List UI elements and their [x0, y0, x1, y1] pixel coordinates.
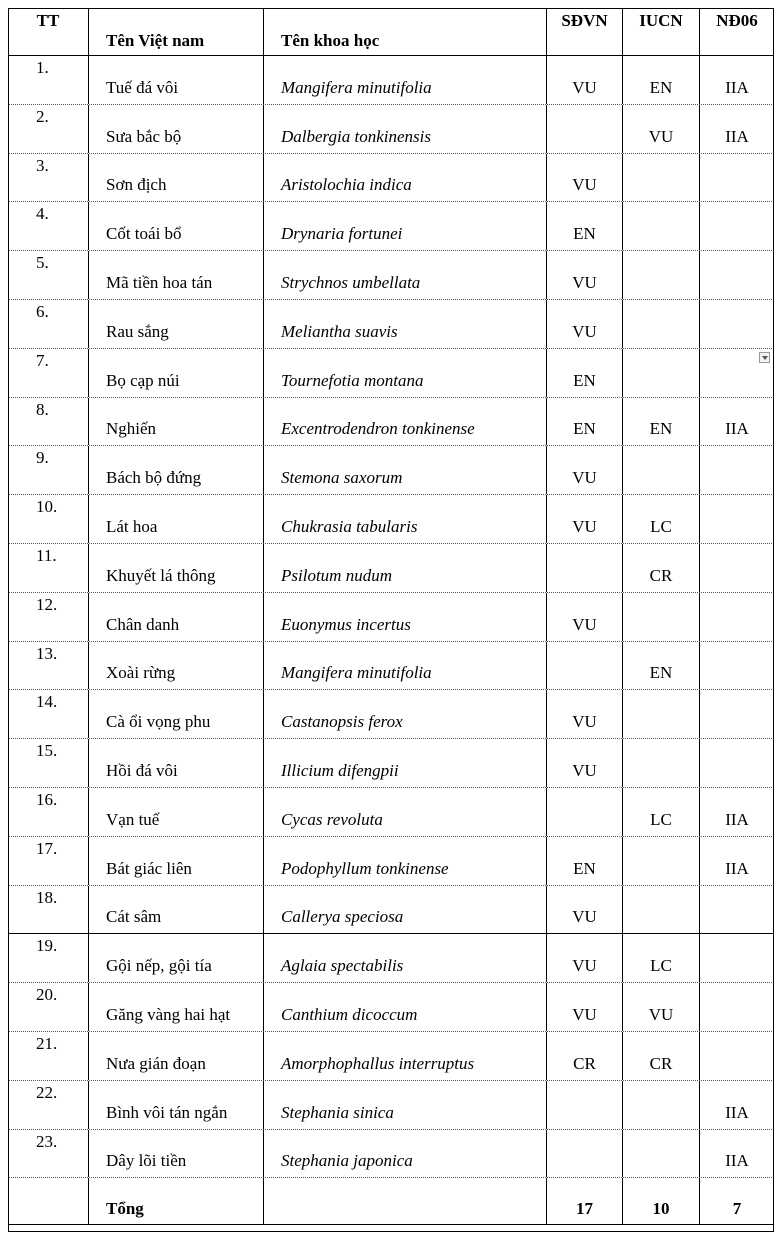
- iucn-status-cell: [623, 642, 700, 690]
- sdvn-status-cell: [547, 398, 623, 446]
- total-sci-cell: [264, 1178, 547, 1224]
- iucn-status-cell: [623, 105, 700, 153]
- scientific-name-cell: [264, 495, 547, 543]
- row-number: 21.: [36, 1033, 58, 1053]
- sdvn-status: VU: [572, 516, 597, 536]
- table-row: [8, 446, 774, 495]
- sdvn-status-cell: [547, 739, 623, 787]
- scientific-name: Illicium difengpii: [281, 760, 399, 780]
- scientific-name: Strychnos umbellata: [281, 272, 421, 292]
- total-sdvn-cell: [547, 1178, 623, 1224]
- scientific-name: Stephania sinica: [281, 1102, 394, 1122]
- table-header: [8, 8, 774, 56]
- nd06-status: IIA: [725, 809, 749, 829]
- scientific-name-cell: [264, 56, 547, 104]
- iucn-status-cell: [623, 349, 700, 397]
- row-number: 11.: [36, 545, 57, 565]
- table-row: [8, 56, 774, 105]
- vietnamese-name-cell: [89, 446, 264, 494]
- sdvn-status: VU: [572, 77, 597, 97]
- vietnamese-name-cell: [89, 398, 264, 446]
- iucn-status-cell: [623, 495, 700, 543]
- vietnamese-name: Cát sâm: [106, 907, 162, 927]
- vietnamese-name-cell: [89, 56, 264, 104]
- sdvn-status-cell: [547, 1130, 623, 1178]
- table-row: [8, 1130, 774, 1179]
- vietnamese-name-cell: [89, 1081, 264, 1129]
- dropdown-arrow-icon[interactable]: [759, 352, 770, 363]
- total-tt-cell: [8, 1178, 89, 1224]
- table-row: [8, 739, 774, 788]
- total-label-cell: [89, 1178, 264, 1224]
- nd06-status: IIA: [725, 419, 749, 439]
- sdvn-status-cell: [547, 690, 623, 738]
- nd06-status-cell: [700, 739, 774, 787]
- vietnamese-name-cell: [89, 739, 264, 787]
- iucn-status-cell: [623, 446, 700, 494]
- row-number-cell: [8, 398, 89, 446]
- header-scientific-name: [264, 8, 547, 55]
- sdvn-status: VU: [572, 907, 597, 927]
- vietnamese-name: Khuyết lá thông: [106, 565, 216, 585]
- nd06-status-cell: [700, 788, 774, 836]
- sdvn-status: VU: [572, 175, 597, 195]
- vietnamese-name: Lát hoa: [106, 516, 158, 536]
- row-number-cell: [8, 202, 89, 250]
- row-number-cell: [8, 300, 89, 348]
- scientific-name-cell: [264, 642, 547, 690]
- vietnamese-name-cell: [89, 837, 264, 885]
- nd06-status: IIA: [725, 126, 749, 146]
- iucn-status-cell: [623, 934, 700, 982]
- sdvn-status: EN: [573, 370, 596, 390]
- row-number-cell: [8, 56, 89, 104]
- iucn-status: VU: [648, 126, 674, 146]
- nd06-status-cell: [700, 983, 774, 1031]
- iucn-status-cell: [623, 1130, 700, 1178]
- sdvn-status: VU: [572, 712, 597, 732]
- vietnamese-name-cell: [89, 495, 264, 543]
- nd06-status-cell: [700, 446, 774, 494]
- scientific-name: Euonymus incertus: [281, 614, 411, 634]
- table-row: [8, 1032, 774, 1081]
- row-number: 2.: [36, 106, 49, 126]
- scientific-name: Excentrodendron tonkinense: [281, 419, 475, 439]
- nd06-status-cell: [700, 837, 774, 885]
- nd06-status-cell: [700, 300, 774, 348]
- scientific-name: Stephania japonica: [281, 1151, 413, 1171]
- row-number-cell: [8, 690, 89, 738]
- sdvn-status-cell: [547, 983, 623, 1031]
- row-number-cell: [8, 837, 89, 885]
- table-row: [8, 837, 774, 886]
- vietnamese-name: Găng vàng hai hạt: [106, 1004, 231, 1024]
- iucn-status: LC: [650, 809, 672, 829]
- iucn-status: CR: [649, 1053, 673, 1073]
- header-iucn: [623, 8, 700, 55]
- sdvn-status: EN: [573, 224, 596, 244]
- table-row: [8, 690, 774, 739]
- vietnamese-name: Vạn tuế: [106, 809, 160, 829]
- row-number-cell: [8, 886, 89, 934]
- row-number: 3.: [36, 155, 49, 175]
- row-number-cell: [8, 251, 89, 299]
- vietnamese-name: Chân danh: [106, 614, 180, 634]
- sdvn-status-cell: [547, 934, 623, 982]
- vietnamese-name-cell: [89, 154, 264, 202]
- vietnamese-name: Bình vôi tán ngắn: [106, 1102, 228, 1122]
- row-number-cell: [8, 446, 89, 494]
- iucn-status: LC: [650, 956, 672, 976]
- iucn-status: EN: [649, 663, 673, 683]
- header-vietnamese-name: [89, 8, 264, 55]
- row-number: 5.: [36, 253, 49, 273]
- scientific-name-cell: [264, 349, 547, 397]
- iucn-status: LC: [650, 516, 672, 536]
- iucn-status-cell: [623, 1081, 700, 1129]
- vietnamese-name-cell: [89, 349, 264, 397]
- vietnamese-name-cell: [89, 300, 264, 348]
- vietnamese-name-cell: [89, 105, 264, 153]
- table-row: [8, 349, 774, 398]
- table-row: [8, 983, 774, 1032]
- header-scientific-name-label: Tên khoa học: [281, 31, 380, 50]
- nd06-status-cell: [700, 251, 774, 299]
- sdvn-status-cell: [547, 642, 623, 690]
- table-row: [8, 398, 774, 447]
- scientific-name: Podophyllum tonkinense: [281, 858, 449, 878]
- iucn-status-cell: [623, 788, 700, 836]
- nd06-status-cell: [700, 56, 774, 104]
- iucn-status-cell: [623, 593, 700, 641]
- header-tt: [8, 8, 89, 55]
- row-number: 6.: [36, 301, 49, 321]
- iucn-status-cell: [623, 690, 700, 738]
- total-nd06-cell: [700, 1178, 774, 1224]
- iucn-status: EN: [649, 77, 673, 97]
- sdvn-status: VU: [572, 956, 597, 976]
- table-row: [8, 105, 774, 154]
- vietnamese-name: Hồi đá vôi: [106, 760, 178, 780]
- row-number-cell: [8, 154, 89, 202]
- sdvn-status: CR: [573, 1053, 596, 1073]
- sdvn-status-cell: [547, 300, 623, 348]
- scientific-name: Tournefotia montana: [281, 370, 424, 390]
- row-number-cell: [8, 739, 89, 787]
- sdvn-status-cell: [547, 837, 623, 885]
- nd06-status-cell: [700, 202, 774, 250]
- species-table: [8, 8, 774, 1225]
- scientific-name-cell: [264, 300, 547, 348]
- nd06-status-cell: [700, 1032, 774, 1080]
- scientific-name-cell: [264, 398, 547, 446]
- vietnamese-name: Xoài rừng: [106, 663, 176, 683]
- scientific-name-cell: [264, 154, 547, 202]
- scientific-name-cell: [264, 837, 547, 885]
- scientific-name-cell: [264, 1130, 547, 1178]
- iucn-status: CR: [649, 565, 673, 585]
- sdvn-status-cell: [547, 1032, 623, 1080]
- row-number-cell: [8, 495, 89, 543]
- nd06-status-cell: [700, 593, 774, 641]
- header-vietnamese-name-label: Tên Việt nam: [106, 31, 205, 50]
- row-number: 13.: [36, 643, 58, 663]
- row-number: 19.: [36, 936, 58, 956]
- scientific-name: Drynaria fortunei: [281, 224, 403, 244]
- row-number-cell: [8, 1130, 89, 1178]
- iucn-status-cell: [623, 154, 700, 202]
- scientific-name-cell: [264, 1032, 547, 1080]
- scientific-name-cell: [264, 251, 547, 299]
- table-row: [8, 251, 774, 300]
- vietnamese-name: Cốt toái bổ: [106, 224, 182, 244]
- table-row: [8, 202, 774, 251]
- row-number: 1.: [36, 58, 49, 77]
- nd06-status-cell: [700, 495, 774, 543]
- scientific-name: Meliantha suavis: [281, 321, 398, 341]
- sdvn-status: VU: [572, 468, 597, 488]
- sdvn-status-cell: [547, 349, 623, 397]
- scientific-name: Aristolochia indica: [281, 175, 412, 195]
- row-number-cell: [8, 934, 89, 982]
- row-number: 8.: [36, 399, 49, 419]
- scientific-name: Mangifera minutifolia: [281, 77, 432, 97]
- vietnamese-name: Bách bộ đứng: [106, 468, 202, 488]
- row-number-cell: [8, 642, 89, 690]
- header-iucn-label: IUCN: [639, 11, 683, 30]
- vietnamese-name: Sơn địch: [106, 175, 167, 195]
- vietnamese-name: Rau sắng: [106, 321, 169, 341]
- scientific-name: Mangifera minutifolia: [281, 663, 432, 683]
- sdvn-status-cell: [547, 202, 623, 250]
- nd06-status-cell: [700, 398, 774, 446]
- scientific-name-cell: [264, 983, 547, 1031]
- table-row: [8, 934, 774, 983]
- vietnamese-name: Mã tiền hoa tán: [106, 272, 213, 292]
- scientific-name-cell: [264, 105, 547, 153]
- row-number-cell: [8, 349, 89, 397]
- row-number-cell: [8, 593, 89, 641]
- header-sdvn-label: SĐVN: [561, 11, 608, 30]
- header-sdvn: [547, 8, 623, 55]
- sdvn-status-cell: [547, 154, 623, 202]
- total-row: [8, 1178, 774, 1225]
- iucn-status-cell: [623, 739, 700, 787]
- sdvn-status: EN: [573, 858, 596, 878]
- nd06-status-cell: [700, 154, 774, 202]
- nd06-status-cell: [700, 690, 774, 738]
- scientific-name-cell: [264, 886, 547, 934]
- row-number: 4.: [36, 204, 49, 224]
- vietnamese-name: Gội nếp, gội tía: [106, 956, 212, 976]
- total-iucn: 10: [652, 1199, 670, 1219]
- table-row: [8, 1081, 774, 1130]
- nd06-status: IIA: [725, 858, 749, 878]
- table-row: [8, 642, 774, 691]
- row-number-cell: [8, 105, 89, 153]
- scientific-name: Amorphophallus interruptus: [281, 1053, 475, 1073]
- sdvn-status-cell: [547, 446, 623, 494]
- scientific-name: Callerya speciosa: [281, 907, 404, 927]
- scientific-name-cell: [264, 446, 547, 494]
- table-body: [8, 56, 774, 1178]
- sdvn-status-cell: [547, 593, 623, 641]
- scientific-name-cell: [264, 593, 547, 641]
- iucn-status-cell: [623, 300, 700, 348]
- vietnamese-name: Cà ổi vọng phu: [106, 712, 211, 732]
- scientific-name: Psilotum nudum: [281, 565, 392, 585]
- row-number: 12.: [36, 594, 58, 614]
- table-row: [8, 593, 774, 642]
- scientific-name-cell: [264, 202, 547, 250]
- row-number: 9.: [36, 448, 49, 468]
- header-tt-label: TT: [36, 11, 60, 30]
- total-sdvn: 17: [576, 1199, 593, 1219]
- nd06-status-cell: [700, 544, 774, 592]
- iucn-status: EN: [649, 419, 673, 439]
- scientific-name-cell: [264, 1081, 547, 1129]
- iucn-status-cell: [623, 398, 700, 446]
- table-row: [8, 495, 774, 544]
- total-iucn-cell: [623, 1178, 700, 1224]
- scientific-name: Chukrasia tabularis: [281, 516, 418, 536]
- header-nd06: [700, 8, 774, 55]
- row-number: 7.: [36, 350, 49, 370]
- vietnamese-name-cell: [89, 934, 264, 982]
- vietnamese-name: Bát giác liên: [106, 858, 192, 878]
- nd06-status-cell: [700, 105, 774, 153]
- scientific-name-cell: [264, 690, 547, 738]
- scientific-name: Aglaia spectabilis: [281, 956, 404, 976]
- row-number-cell: [8, 544, 89, 592]
- vietnamese-name: Bọ cạp núi: [106, 370, 180, 390]
- total-nd06: 7: [732, 1199, 742, 1219]
- table-row: [8, 788, 774, 837]
- sdvn-status: VU: [572, 760, 597, 780]
- scientific-name-cell: [264, 934, 547, 982]
- nd06-status: IIA: [725, 1151, 749, 1171]
- nd06-status-cell: [700, 934, 774, 982]
- nd06-status: IIA: [725, 1102, 749, 1122]
- scientific-name-cell: [264, 544, 547, 592]
- sdvn-status-cell: [547, 886, 623, 934]
- row-number: 10.: [36, 497, 58, 517]
- row-number: 16.: [36, 789, 58, 809]
- table-row: [8, 544, 774, 593]
- sdvn-status: VU: [572, 1004, 597, 1024]
- total-label: Tổng: [106, 1199, 144, 1219]
- iucn-status-cell: [623, 837, 700, 885]
- header-nd06-label: NĐ06: [716, 11, 758, 30]
- sdvn-status-cell: [547, 251, 623, 299]
- row-number-cell: [8, 1081, 89, 1129]
- sdvn-status: VU: [572, 321, 597, 341]
- scientific-name: Dalbergia tonkinensis: [281, 126, 431, 146]
- row-number-cell: [8, 788, 89, 836]
- iucn-status-cell: [623, 886, 700, 934]
- scientific-name: Cycas revoluta: [281, 809, 383, 829]
- vietnamese-name-cell: [89, 642, 264, 690]
- vietnamese-name-cell: [89, 690, 264, 738]
- table-row: [8, 154, 774, 203]
- sdvn-status-cell: [547, 495, 623, 543]
- scientific-name: Stemona saxorum: [281, 468, 403, 488]
- nd06-status-cell: [700, 642, 774, 690]
- iucn-status-cell: [623, 251, 700, 299]
- nd06-status-cell: [700, 1081, 774, 1129]
- vietnamese-name-cell: [89, 202, 264, 250]
- vietnamese-name: Nưa gián đoạn: [106, 1053, 206, 1073]
- table-row: [8, 300, 774, 349]
- iucn-status-cell: [623, 56, 700, 104]
- row-number: 14.: [36, 692, 58, 712]
- iucn-status-cell: [623, 202, 700, 250]
- scientific-name-cell: [264, 788, 547, 836]
- scientific-name-cell: [264, 739, 547, 787]
- sdvn-status: VU: [572, 272, 597, 292]
- vietnamese-name-cell: [89, 544, 264, 592]
- vietnamese-name: Tuế đá vôi: [106, 77, 179, 97]
- sdvn-status-cell: [547, 788, 623, 836]
- vietnamese-name-cell: [89, 593, 264, 641]
- sdvn-status-cell: [547, 544, 623, 592]
- sdvn-status-cell: [547, 105, 623, 153]
- iucn-status: VU: [648, 1004, 674, 1024]
- vietnamese-name-cell: [89, 1032, 264, 1080]
- sdvn-status-cell: [547, 1081, 623, 1129]
- row-number-cell: [8, 983, 89, 1031]
- vietnamese-name-cell: [89, 983, 264, 1031]
- row-number: 20.: [36, 985, 58, 1005]
- row-number: 15.: [36, 741, 58, 761]
- scientific-name: Canthium dicoccum: [281, 1004, 418, 1024]
- iucn-status-cell: [623, 1032, 700, 1080]
- iucn-status-cell: [623, 983, 700, 1031]
- nd06-status: IIA: [725, 77, 749, 97]
- vietnamese-name-cell: [89, 886, 264, 934]
- iucn-status-cell: [623, 544, 700, 592]
- nd06-status-cell: [700, 886, 774, 934]
- row-number-cell: [8, 1032, 89, 1080]
- sdvn-status-cell: [547, 56, 623, 104]
- vietnamese-name-cell: [89, 1130, 264, 1178]
- table-row: [8, 886, 774, 935]
- scientific-name: Castanopsis ferox: [281, 712, 403, 732]
- vietnamese-name-cell: [89, 251, 264, 299]
- vietnamese-name: Sưa bắc bộ: [106, 126, 182, 146]
- vietnamese-name: Nghiến: [106, 419, 157, 439]
- row-number: 23.: [36, 1131, 58, 1151]
- row-number: 17.: [36, 838, 58, 858]
- row-number: 18.: [36, 887, 58, 907]
- sdvn-status: VU: [572, 614, 597, 634]
- sdvn-status: EN: [573, 419, 596, 439]
- nd06-status-cell: [700, 1130, 774, 1178]
- vietnamese-name-cell: [89, 788, 264, 836]
- vietnamese-name: Dây lõi tiền: [106, 1151, 187, 1171]
- row-number: 22.: [36, 1082, 58, 1102]
